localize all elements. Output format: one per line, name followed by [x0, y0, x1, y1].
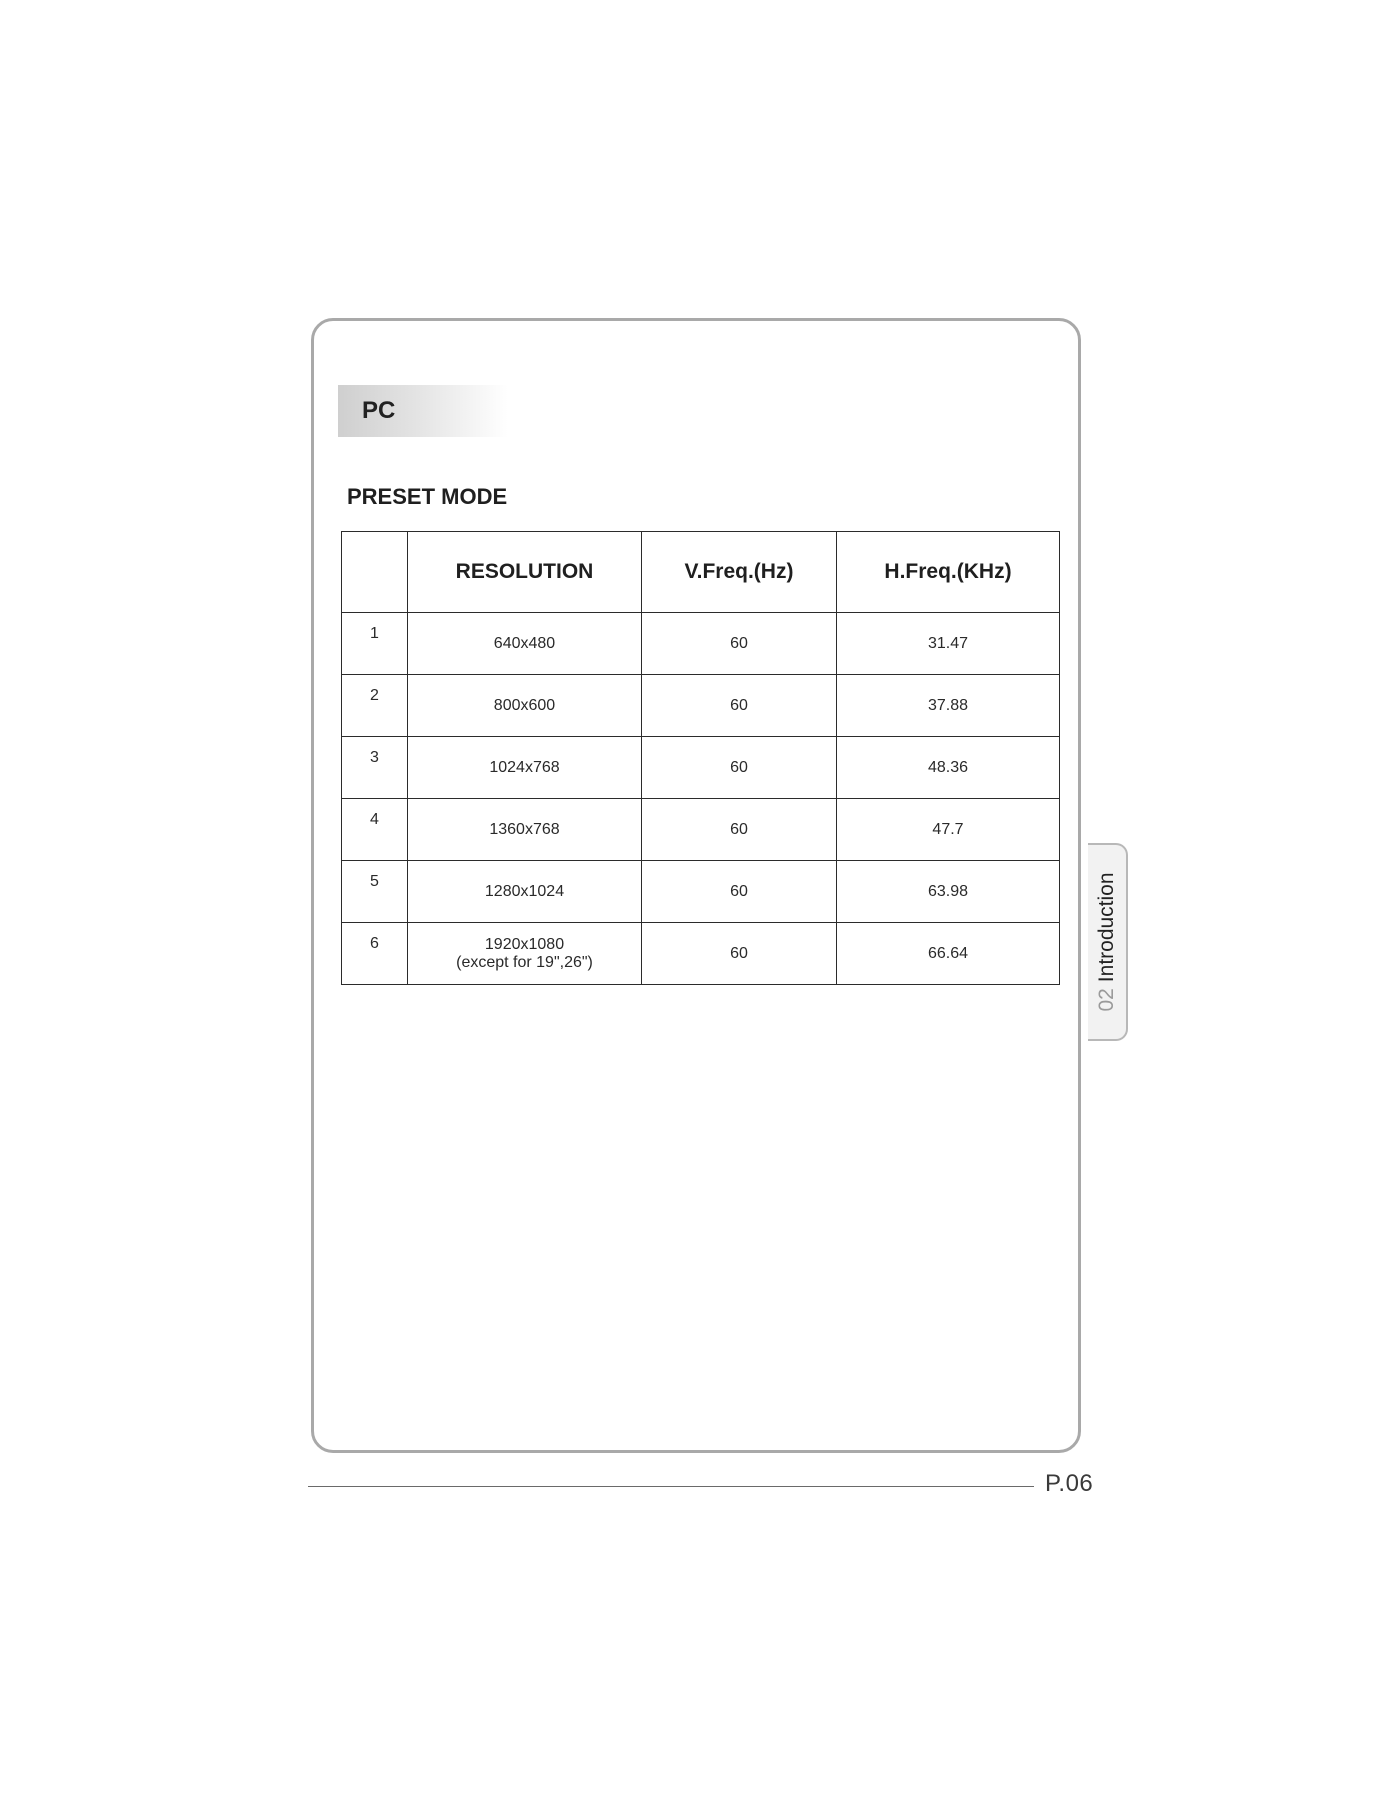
- hfreq-cell: 66.64: [837, 923, 1060, 985]
- resolution-value: 1920x1080: [484, 935, 565, 953]
- resolution-cell: 1360x768: [408, 799, 642, 861]
- chapter-tab-label: [1095, 872, 1119, 1011]
- table-header-row: [342, 532, 1060, 613]
- table-row: [342, 799, 1060, 861]
- resolution-cell: 640x480: [408, 613, 642, 675]
- section-title: PC: [338, 385, 508, 437]
- footer-rule: [308, 1486, 1034, 1487]
- vfreq-cell: 60: [642, 861, 837, 923]
- resolution-cell: 1024x768: [408, 737, 642, 799]
- resolution-cell: [408, 923, 642, 985]
- column-header-index: [342, 532, 408, 613]
- hfreq-cell: 48.36: [837, 737, 1060, 799]
- row-number: 1: [342, 613, 408, 675]
- vfreq-cell: 60: [642, 799, 837, 861]
- resolution-note: (except for 19",26"): [456, 953, 593, 971]
- resolution-cell: 800x600: [408, 675, 642, 737]
- hfreq-cell: 31.47: [837, 613, 1060, 675]
- table-row: [342, 923, 1060, 985]
- hfreq-cell: 63.98: [837, 861, 1060, 923]
- hfreq-cell: 37.88: [837, 675, 1060, 737]
- vfreq-cell: 60: [642, 923, 837, 985]
- column-header-hfreq: H.Freq.(KHz): [837, 532, 1060, 613]
- chapter-side-tab[interactable]: [1088, 843, 1128, 1041]
- column-header-resolution: RESOLUTION: [408, 532, 642, 613]
- table-row: [342, 861, 1060, 923]
- hfreq-cell: 47.7: [837, 799, 1060, 861]
- preset-mode-table: [341, 531, 1060, 985]
- table-row: [342, 675, 1060, 737]
- row-number: 5: [342, 861, 408, 923]
- table-row: [342, 737, 1060, 799]
- row-number: 6: [342, 923, 408, 985]
- resolution-cell: 1280x1024: [408, 861, 642, 923]
- page-number: P.06: [1045, 1470, 1094, 1497]
- row-number: 3: [342, 737, 408, 799]
- table-row: [342, 613, 1060, 675]
- vfreq-cell: 60: [642, 613, 837, 675]
- preset-mode-heading: PRESET MODE: [347, 484, 508, 509]
- row-number: 4: [342, 799, 408, 861]
- chapter-number: 02: [1095, 988, 1118, 1012]
- chapter-title: Introduction: [1095, 872, 1118, 983]
- row-number: 2: [342, 675, 408, 737]
- column-header-vfreq: V.Freq.(Hz): [642, 532, 837, 613]
- vfreq-cell: 60: [642, 737, 837, 799]
- vfreq-cell: 60: [642, 675, 837, 737]
